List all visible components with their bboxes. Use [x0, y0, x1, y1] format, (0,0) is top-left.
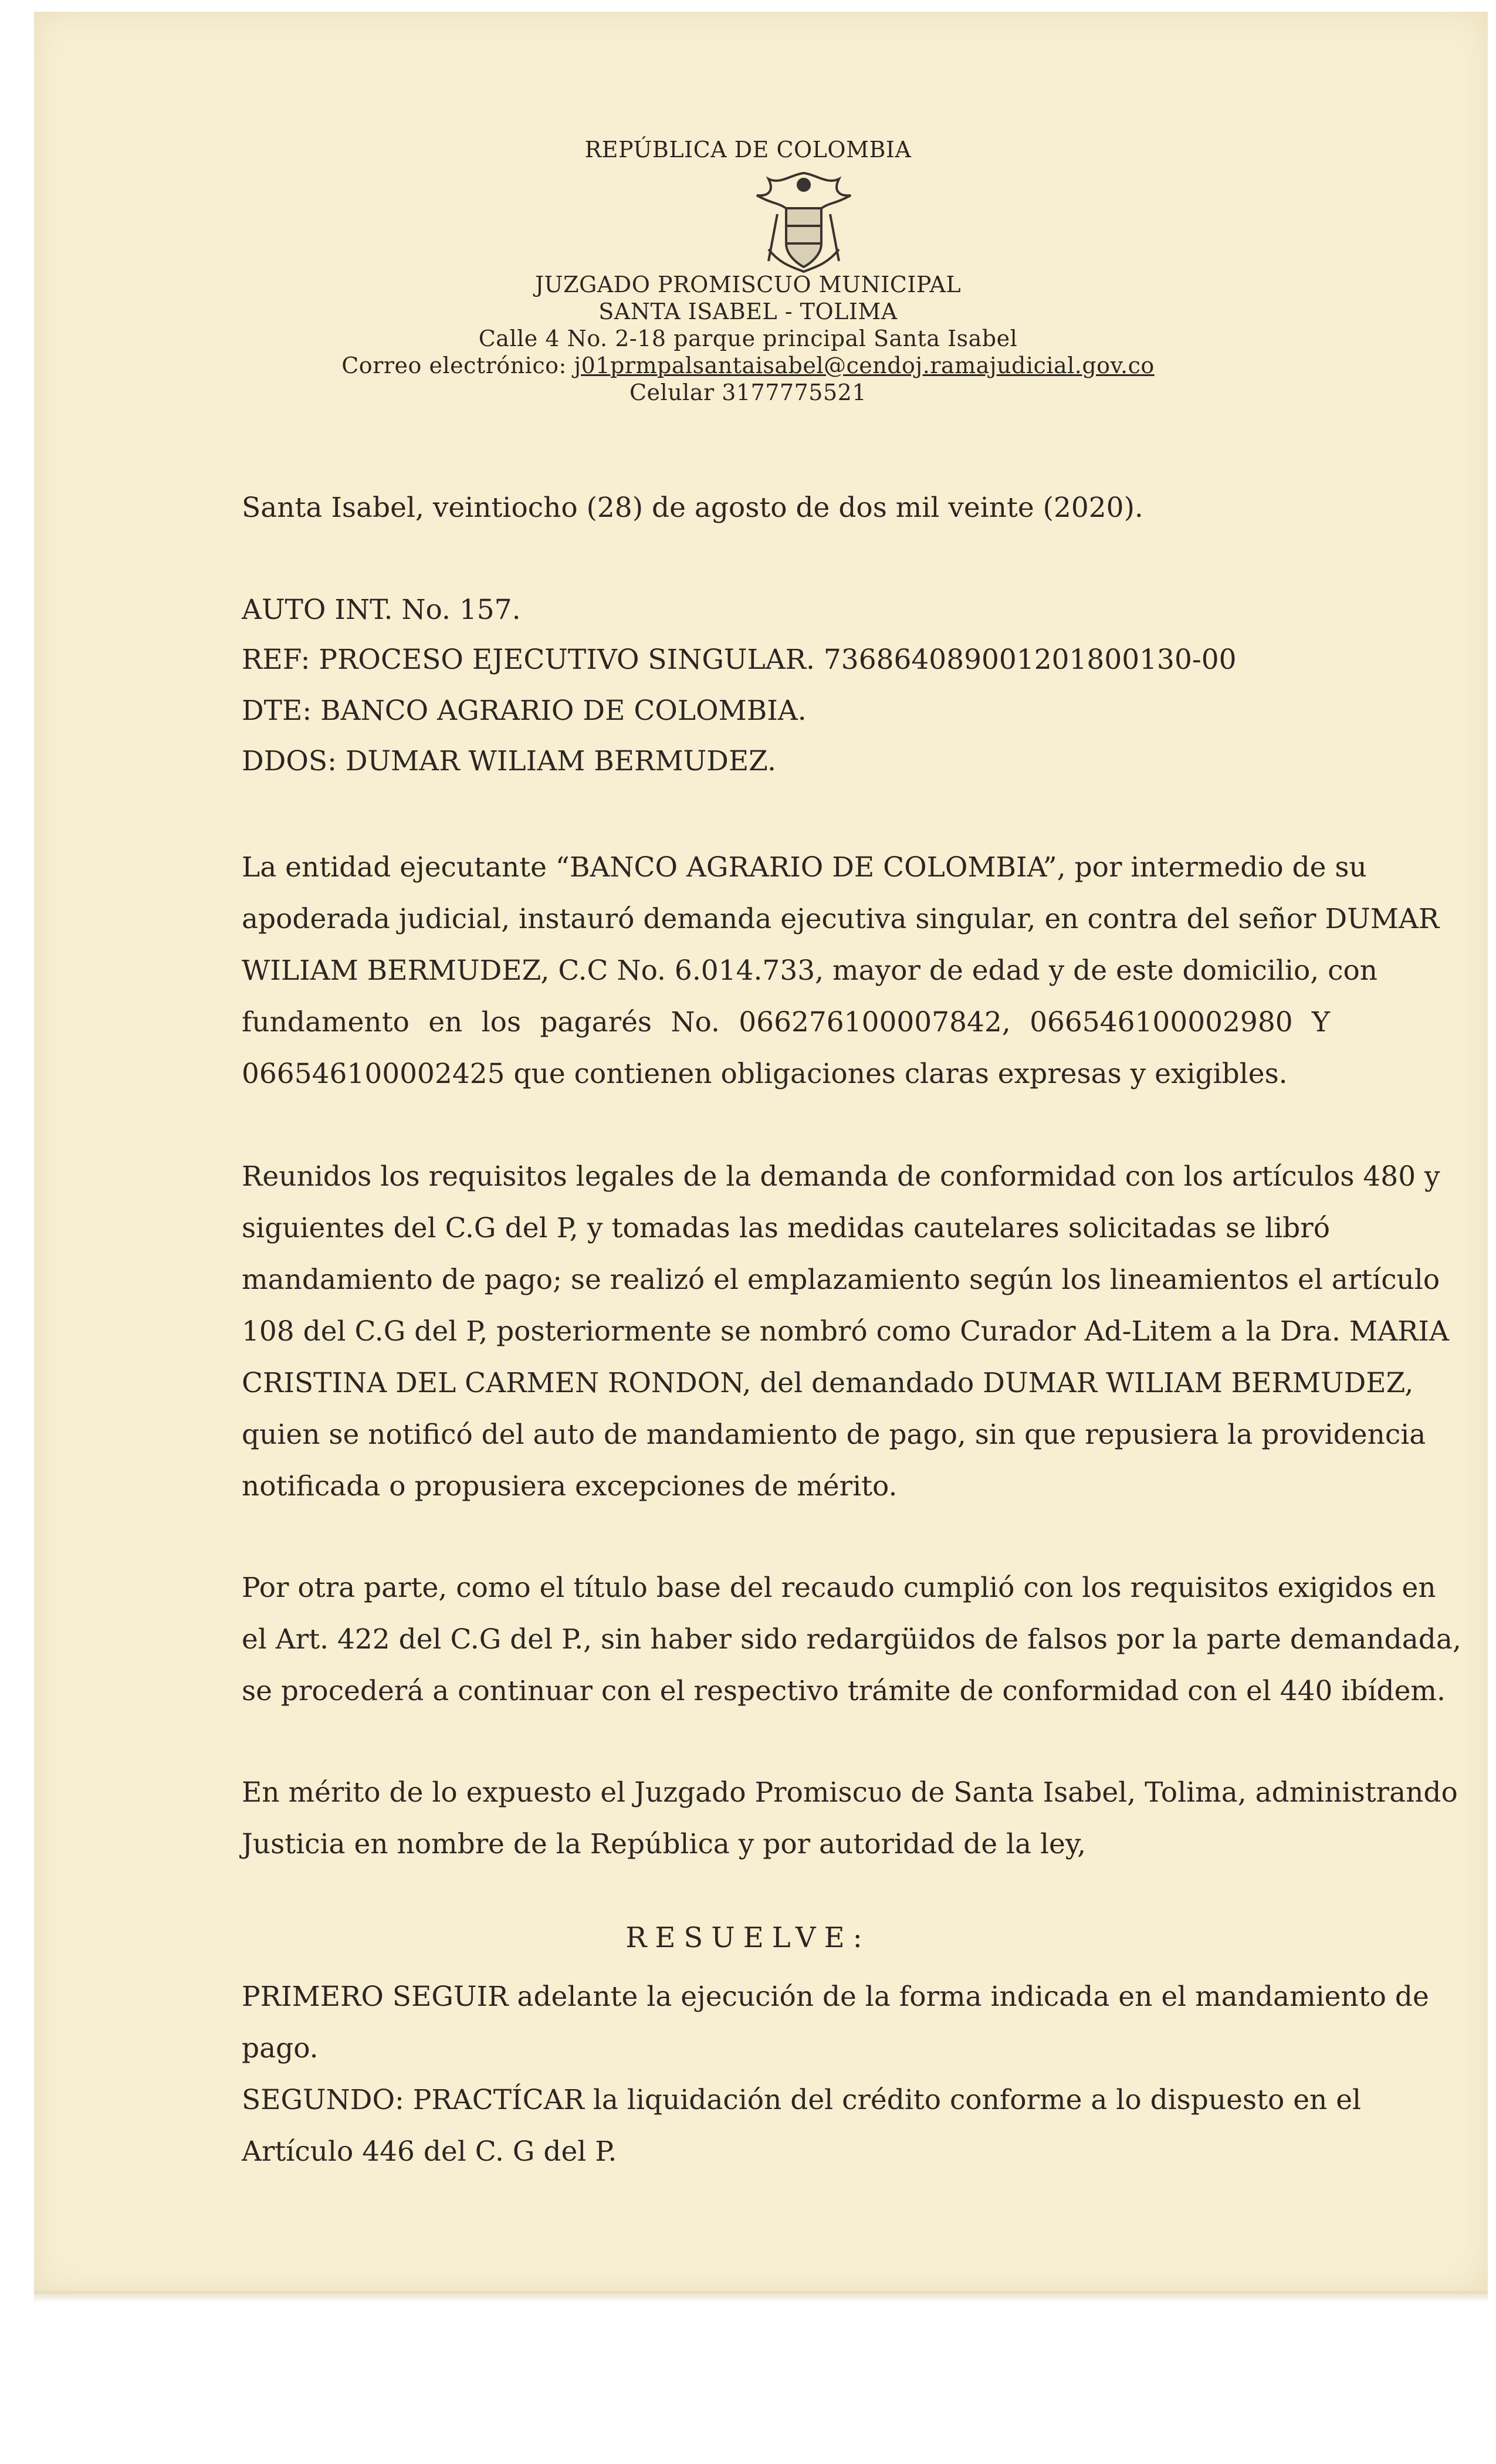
segundo-line: SEGUNDO: PRACTÍCAR la liquidación del crédito conforme a lo dispuesto en el: [242, 2084, 1362, 2116]
paragraph-2-line: siguientes del C.G del P, y tomadas las medidas cautelares solicitadas se libró: [242, 1212, 1330, 1244]
primero-line: pago.: [242, 2032, 319, 2064]
resuelve-heading: RESUELVE:: [625, 1921, 871, 1954]
court-phone: Celular 3177775521: [629, 380, 867, 405]
paragraph-2-line: mandamiento de pago; se realizó el emplazamiento según los lineamientos el artículo: [242, 1264, 1440, 1296]
paragraph-2-line: CRISTINA DEL CARMEN RONDON, del demandado DUMAR WILIAM BERMUDEZ,: [242, 1367, 1414, 1399]
paragraph-2-line: Reunidos los requisitos legales de la demanda de conformidad con los artículos 480 y: [242, 1160, 1440, 1193]
paragraph-1-line: 066546100002425 que contienen obligaciones claras expresas y exigibles.: [242, 1058, 1288, 1090]
case-plaintiff: DTE: BANCO AGRARIO DE COLOMBIA.: [242, 695, 807, 727]
republic-heading: REPÚBLICA DE COLOMBIA: [584, 137, 912, 163]
paragraph-1-line: WILIAM BERMUDEZ, C.C No. 6.014.733, mayor de edad y de este domicilio, con: [242, 955, 1378, 987]
auto-number: AUTO INT. No. 157.: [242, 594, 521, 626]
page-edge-shadow: [34, 2291, 1488, 2303]
case-reference: REF: PROCESO EJECUTIVO SINGULAR. 73686408900120180013​0-00: [242, 644, 1237, 676]
paragraph-4-line: Justicia en nombre de la República y por autoridad de la ley,: [242, 1828, 1087, 1860]
email-link[interactable]: j01prmpalsantaisabel@cendoj.ramajudicial.gov.co: [574, 353, 1155, 378]
paragraph-3-line: el Art. 422 del C.G del P., sin haber sido redargüidos de falsos por la parte demandada,: [242, 1623, 1461, 1656]
colombia-coat-of-arms-icon: [745, 161, 862, 279]
paragraph-2-line: quien se notificó del auto de mandamiento de pago, sin que repusiera la providencia: [242, 1419, 1426, 1451]
court-location: SANTA ISABEL - TOLIMA: [598, 299, 898, 324]
court-email-line: [0, 352, 1496, 379]
paragraph-4-line: En mérito de lo expuesto el Juzgado Promiscuo de Santa Isabel, Tolima, administrando: [242, 1776, 1458, 1809]
court-name: JUZGADO PROMISCUO MUNICIPAL: [534, 272, 962, 297]
court-address: Calle 4 No. 2-18 parque principal Santa Isabel: [478, 326, 1018, 351]
paragraph-3-line: se procederá a continuar con el respectivo trámite de conformidad con el 440 ibídem.: [242, 1675, 1446, 1707]
case-defendant: DDOS: DUMAR WILIAM BERMUDEZ.: [242, 745, 776, 777]
paragraph-2-line: 108 del C.G del P, posteriormente se nombró como Curador Ad-Litem a la Dra. MARIA: [242, 1315, 1449, 1348]
paragraph-3-line: Por otra parte, como el título base del recaudo cumplió con los requisitos exigidos en: [242, 1572, 1436, 1604]
email-label: Correo electrónico:: [341, 353, 574, 378]
primero-line: PRIMERO SEGUIR adelante la ejecución de la forma indicada en el mandamiento de: [242, 1981, 1429, 2013]
paragraph-1-line: apoderada judicial, instauró demanda ejecutiva singular, en contra del señor DUMAR: [242, 903, 1440, 935]
paragraph-1-line: La entidad ejecutante “BANCO AGRARIO DE COLOMBIA”, por intermedio de su: [242, 851, 1367, 884]
paragraph-2-line: notificada o propusiera excepciones de mérito.: [242, 1470, 898, 1502]
segundo-line: Artículo 446 del C. G del P.: [242, 2135, 617, 2168]
paragraph-1-line: fundamento en los pagarés No. 066276100007842, 066546100002980 Y: [242, 1006, 1330, 1038]
date-line: Santa Isabel, veintiocho (28) de agosto de dos mil veinte (2020).: [242, 492, 1143, 524]
